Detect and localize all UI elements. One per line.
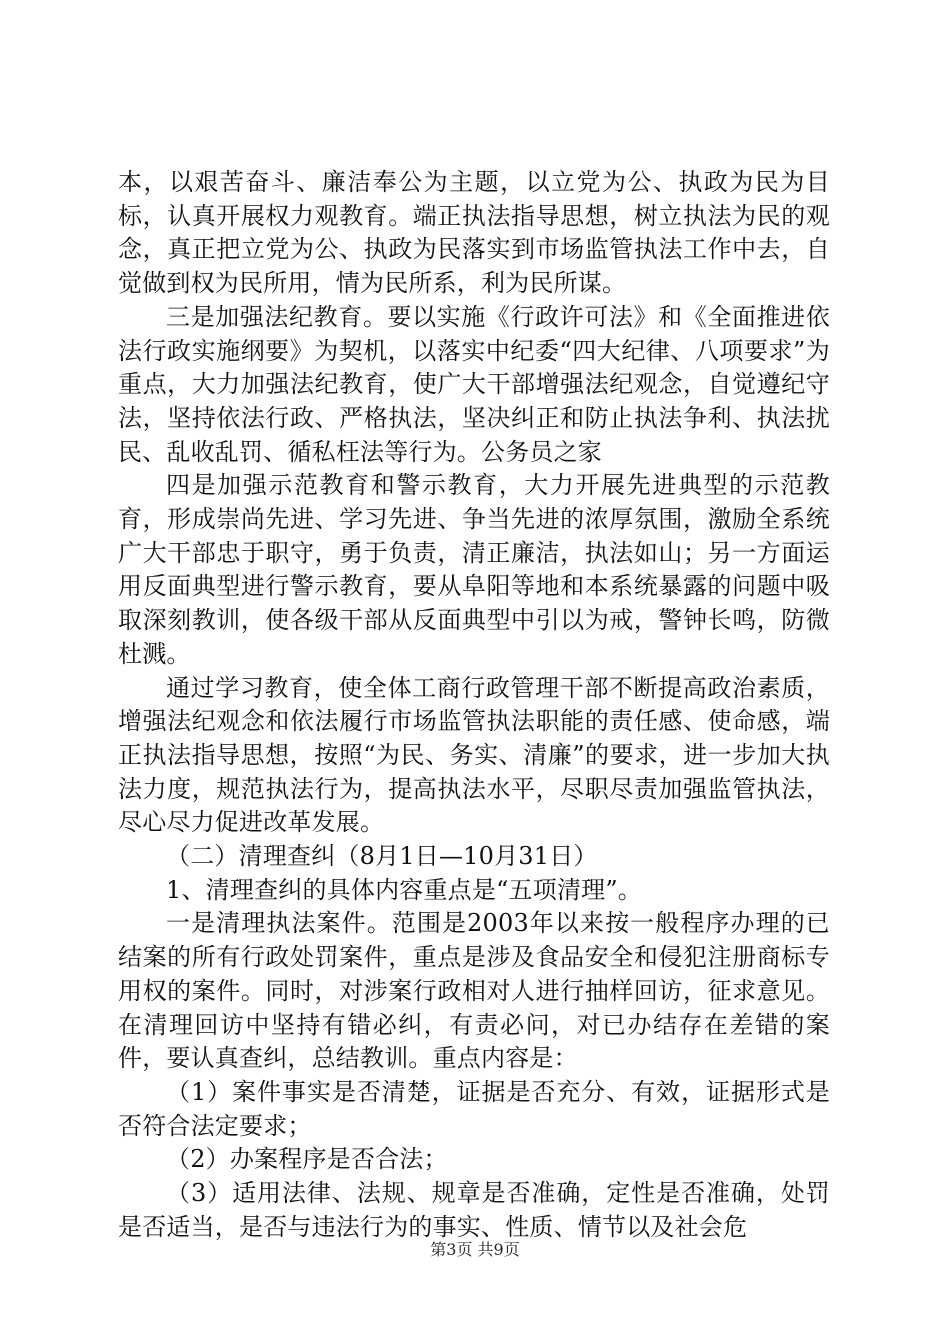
paragraph-continuation: 本，以艰苦奋斗、廉洁奉公为主题，以立党为公、执政为民为目标，认真开展权力观教育。端正执法指导思想，树立执法为民的观念，真正把立党为公、执政为民落实到市场监管执法工作中去，自觉做到权为民所用，情为民所系，利为民所谋。 bbox=[118, 168, 830, 298]
list-item-3: （3）适用法律、法规、规章是否准确，定性是否准确，处罚是否适当，是否与违法行为的事实、性质、情节以及社会危 bbox=[118, 1179, 830, 1241]
paragraph-model-warning-education: 四是加强示范教育和警示教育，大力开展先进典型的示范教育，形成崇尚先进、学习先进、争当先进的浓厚氛围，激励全系统广大干部忠于职守，勇于负责，清正廉洁，执法如山；另一方面运用反面典型进行警示教育，要从阜阳等地和本系统暴露的问题中吸取深刻教训，使各级干部从反面典型中引以为戒，警钟长鸣，防微杜溅。 bbox=[118, 471, 830, 668]
paragraph-law-education: 三是加强法纪教育。要以实施《行政许可法》和《全面推进依法行政实施纲要》为契机，以落实中纪委“四大纪律、八项要求”为重点，大力加强法纪教育，使广大干部增强法纪观念，自觉遵纪守法，坚持依法行政、严格执法，坚决纠正和防止执法争利、执法扰民、乱收乱罚、循私枉法等行为。公务员之家 bbox=[118, 302, 830, 466]
section-heading-cleanup: （二）清理查纠（8月1日—10月31日） bbox=[166, 842, 598, 871]
page-footer: 第3页 共9页 bbox=[430, 1240, 520, 1259]
document-body bbox=[118, 166, 830, 1245]
paragraph-study-outcome: 通过学习教育，使全体工商行政管理干部不断提高政治素质，增强法纪观念和依法履行市场监管执法职能的责任感、使命感，端正执法指导思想，按照“为民、务实、清廉”的要求，进一步加大执法力度，规范执法行为，提高执法水平，尽职尽责加强监管执法，尽心尽力促进改革发展。 bbox=[118, 673, 830, 837]
paragraph-case-cleanup: 一是清理执法案件。范围是2003年以来按一般程序办理的已结案的所有行政处罚案件，重点是涉及食品安全和侵犯注册商标专用权的案件。同时，对涉案行政相对人进行抽样回访，征求意见。在清理回访中坚持有错必纠，有责必问，对已办结存在差错的案件，要认真查纠，总结教训。重点内容是： bbox=[118, 909, 830, 1073]
paragraph-five-cleanups: 1、清理查纠的具体内容重点是“五项清理”。 bbox=[166, 875, 643, 904]
list-item-2: （2）办案程序是否合法； bbox=[166, 1145, 448, 1174]
list-item-1: （1）案件事实是否清楚，证据是否充分、有效，证据形式是否符合法定要求； bbox=[118, 1077, 830, 1140]
